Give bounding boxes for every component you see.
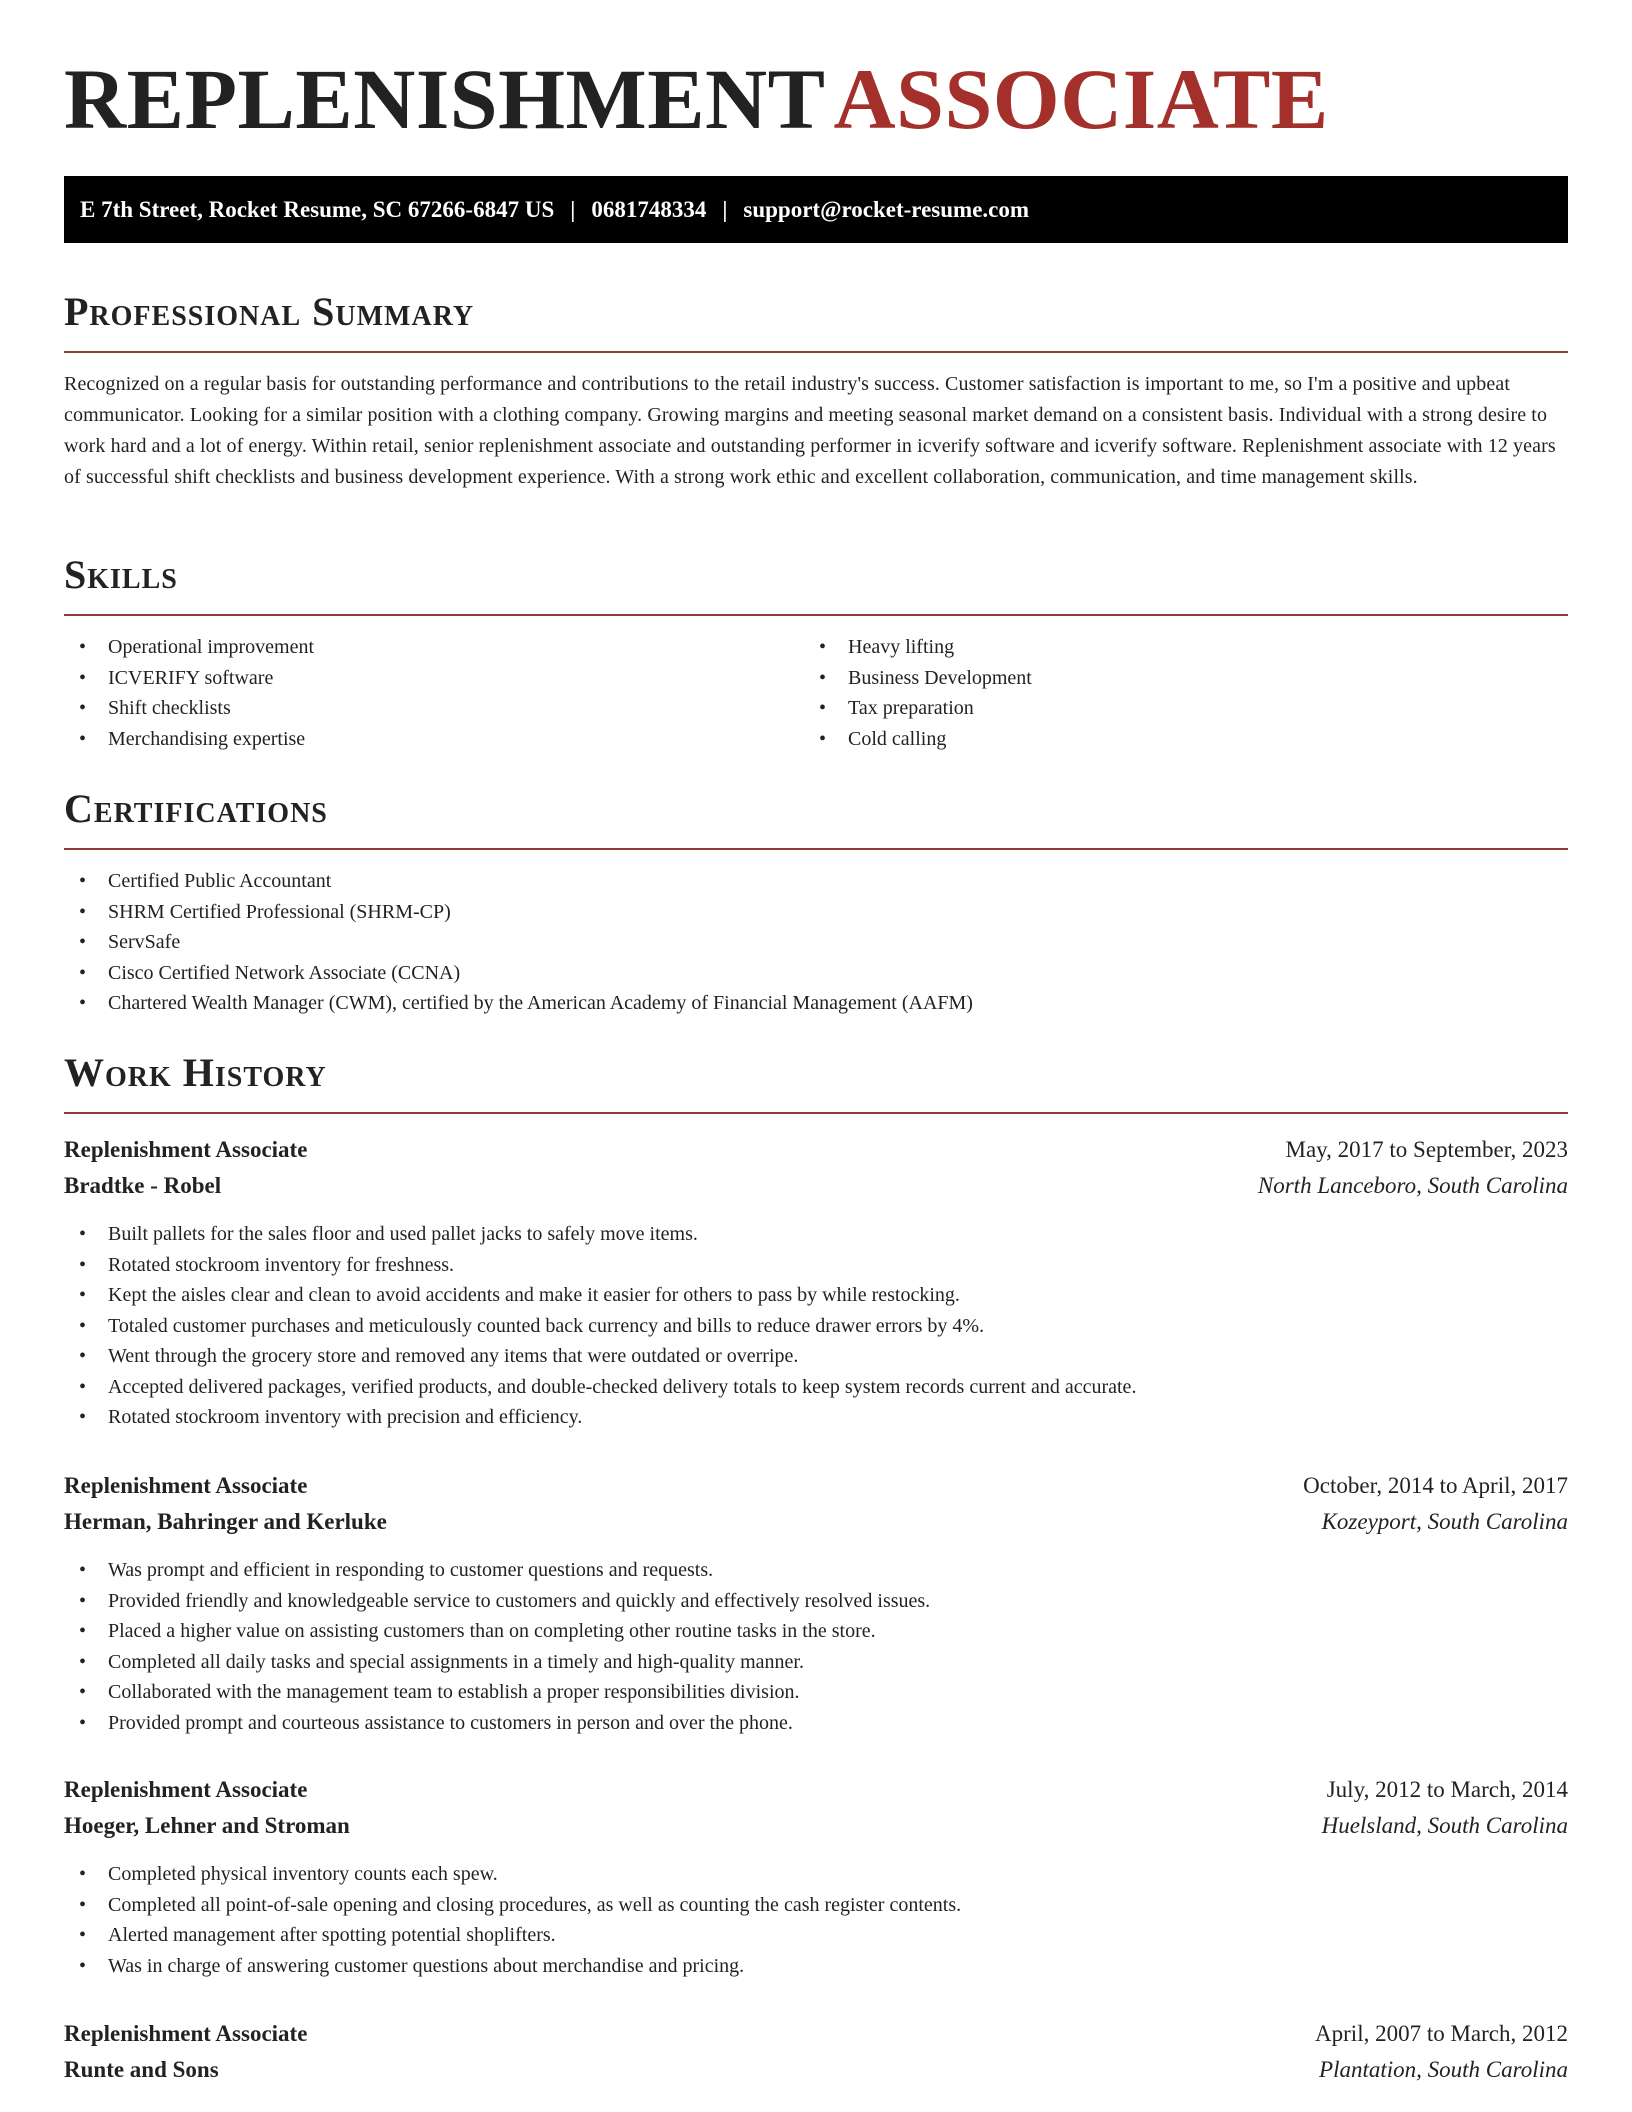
- job-location: Huelsland, South Carolina: [1321, 1813, 1568, 1838]
- certification-item: • Certified Public Accountant: [64, 866, 1568, 897]
- job-title: Replenishment Associate: [64, 1777, 308, 1802]
- job-company: Bradtke - Robel: [64, 1173, 222, 1198]
- job-title: Replenishment Associate: [64, 2021, 308, 2046]
- job-bullet: • Rotated stockroom inventory for freshness.: [64, 1250, 1568, 1281]
- job-title: Replenishment Associate: [64, 1137, 308, 1162]
- job-bullet: • Completed all daily tasks and special assignments in a timely and high-quality manner.: [64, 1647, 1568, 1678]
- section-divider: [64, 351, 1568, 353]
- section-divider: [64, 614, 1568, 616]
- job-company: Herman, Bahringer and Kerluke: [64, 1509, 387, 1534]
- job-dates: October, 2014 to April, 2017: [1303, 1473, 1568, 1498]
- job-location: Plantation, South Carolina: [1319, 2057, 1568, 2082]
- section-title-skills: Skills: [64, 552, 178, 597]
- job-bullets: [64, 1859, 1568, 1981]
- job-bullet: • Provided prompt and courteous assistance to customers in person and over the phone.: [64, 1708, 1568, 1739]
- contact-separator: |: [570, 196, 576, 222]
- job-company-row: [64, 1808, 1568, 1844]
- certification-item: • ServSafe: [64, 927, 1568, 958]
- skill-item: • ICVERIFY software: [64, 663, 764, 694]
- contact-address: E 7th Street, Rocket Resume, SC 67266-6847 US: [80, 196, 555, 222]
- job-bullet: • Kept the aisles clear and clean to avoid accidents and make it easier for others to pass by while restocking.: [64, 1280, 1568, 1311]
- section-title-certifications: Certifications: [64, 786, 328, 831]
- contact-phone: 0681748334: [591, 196, 707, 222]
- job-company-row: [64, 1504, 1568, 1540]
- job-dates: July, 2012 to March, 2014: [1326, 1777, 1568, 1802]
- job-bullets: [64, 1219, 1568, 1433]
- job-company: Runte and Sons: [64, 2057, 219, 2082]
- skills-list-left: [64, 632, 764, 754]
- job-bullet: • Collaborated with the management team to establish a proper responsibilities division.: [64, 1677, 1568, 1708]
- job-bullet: • Placed a higher value on assisting customers than on completing other routine tasks in the store.: [64, 1616, 1568, 1647]
- certifications-list: [64, 866, 1568, 1019]
- contact-bar: [64, 176, 1568, 243]
- job-bullet: • Rotated stockroom inventory with precision and efficiency.: [64, 1402, 1568, 1433]
- certification-item: • SHRM Certified Professional (SHRM-CP): [64, 897, 1568, 928]
- resume-name-heading: [64, 51, 1329, 147]
- section-title-work-history: Work History: [64, 1050, 327, 1095]
- job-bullet: • Totaled customer purchases and meticulously counted back currency and bills to reduce drawer errors by 4%.: [64, 1311, 1568, 1342]
- section-title-summary: Professional Summary: [64, 289, 475, 334]
- job-bullet: • Completed all point-of-sale opening and closing procedures, as well as counting the cash register contents.: [64, 1890, 1568, 1921]
- certification-item: • Chartered Wealth Manager (CWM), certified by the American Academy of Financial Management (AAFM): [64, 988, 1568, 1019]
- skill-item: • Operational improvement: [64, 632, 764, 663]
- job-location: North Lanceboro, South Carolina: [1257, 1173, 1568, 1198]
- job-title-row: [64, 2016, 1568, 2052]
- job-company-row: [64, 1168, 1568, 1204]
- job-bullet: • Accepted delivered packages, verified products, and double-checked delivery totals to keep system records current and accurate.: [64, 1372, 1568, 1403]
- skill-item: • Shift checklists: [64, 693, 764, 724]
- job-bullet: • Provided friendly and knowledgeable service to customers and quickly and effectively resolved issues.: [64, 1586, 1568, 1617]
- job-dates: April, 2007 to March, 2012: [1315, 2021, 1568, 2046]
- job-company: Hoeger, Lehner and Stroman: [64, 1813, 350, 1838]
- skill-item: • Heavy lifting: [804, 632, 1504, 663]
- section-divider: [64, 848, 1568, 850]
- job-bullet: • Was in charge of answering customer questions about merchandise and pricing.: [64, 1951, 1568, 1982]
- skill-item: • Cold calling: [804, 724, 1504, 755]
- job-title-row: [64, 1468, 1568, 1504]
- job-bullet: • Completed physical inventory counts each spew.: [64, 1859, 1568, 1890]
- certification-item: • Cisco Certified Network Associate (CCNA): [64, 958, 1568, 989]
- contact-separator: |: [722, 196, 728, 222]
- job-title-row: [64, 1772, 1568, 1808]
- job-title: Replenishment Associate: [64, 1473, 308, 1498]
- contact-email: support@rocket-resume.com: [743, 196, 1030, 222]
- job-bullet: • Went through the grocery store and removed any items that were outdated or overripe.: [64, 1341, 1568, 1372]
- skill-item: • Tax preparation: [804, 693, 1504, 724]
- job-location: Kozeyport, South Carolina: [1321, 1509, 1568, 1534]
- name-first: REPLENISHMENT: [64, 51, 826, 147]
- job-bullet: • Built pallets for the sales floor and used pallet jacks to safely move items.: [64, 1219, 1568, 1250]
- job-title-row: [64, 1132, 1568, 1168]
- job-bullet: • Was prompt and efficient in responding to customer questions and requests.: [64, 1555, 1568, 1586]
- name-last: ASSOCIATE: [833, 51, 1329, 147]
- section-divider: [64, 1112, 1568, 1114]
- job-bullets: [64, 1555, 1568, 1738]
- skill-item: • Business Development: [804, 663, 1504, 694]
- summary-text: Recognized on a regular basis for outstanding performance and contributions to the retail industry's success. Customer satisfaction is important to me, so I'm a positive and upbeat communicator. Looking for a similar position with a clothing company. Growing margins and meeting seasonal market demand on a consistent basis. Individual with a strong desire to work hard and a lot of energy. Within retail, senior replenishment associate and outstanding performer in icverify software and icverify software. Replenishment associate with 12 years of successful shift checklists and business development experience. With a strong work ethic and excellent collaboration, communication, and time management skills.: [64, 373, 1556, 488]
- job-bullet: • Alerted management after spotting potential shoplifters.: [64, 1920, 1568, 1951]
- job-dates: May, 2017 to September, 2023: [1285, 1137, 1568, 1162]
- skills-list-right: [804, 632, 1504, 754]
- skill-item: • Merchandising expertise: [64, 724, 764, 755]
- job-company-row: [64, 2052, 1568, 2088]
